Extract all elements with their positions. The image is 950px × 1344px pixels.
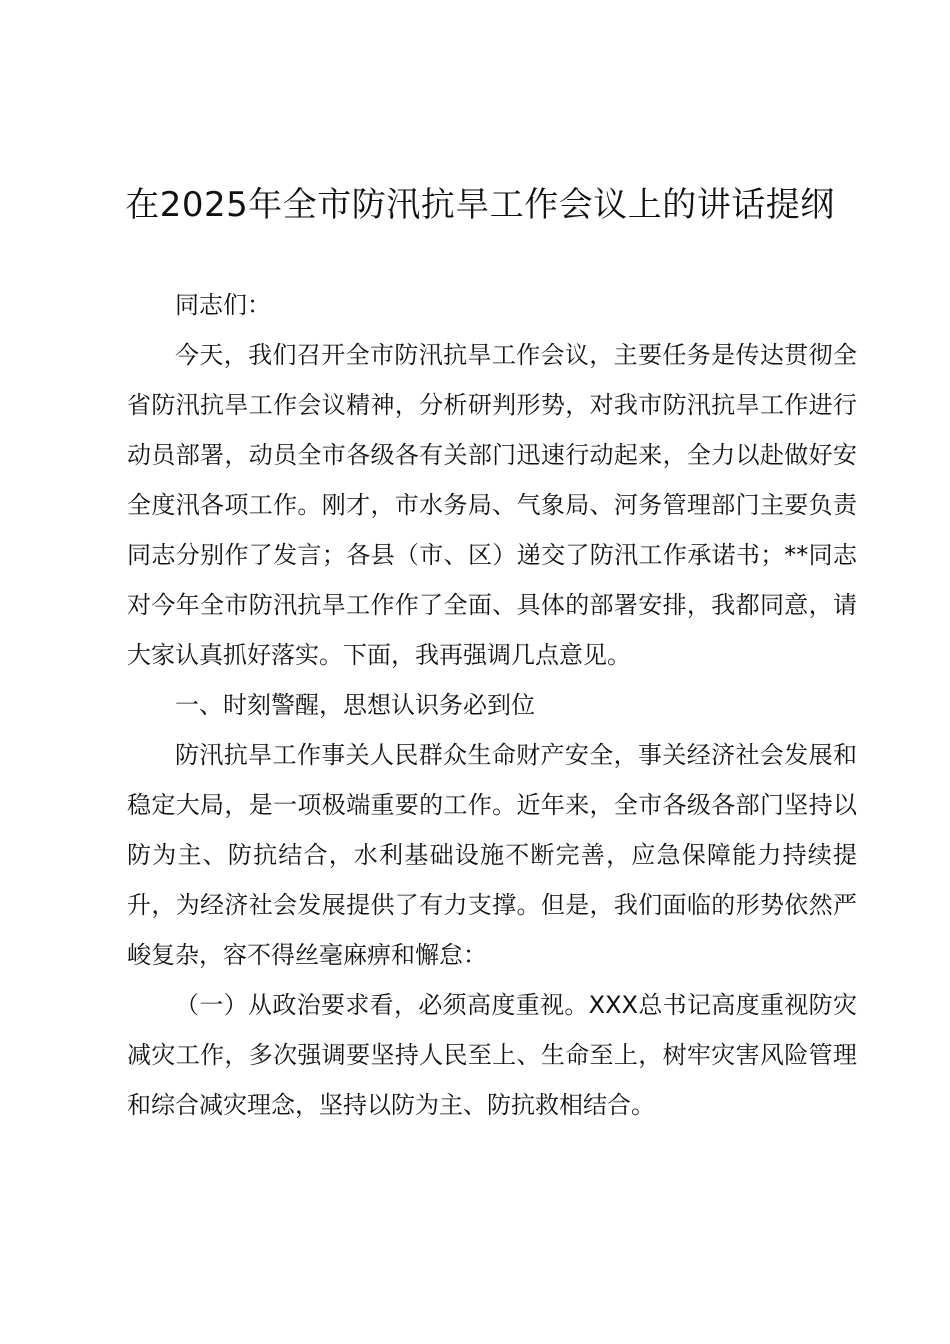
document-body	[127, 280, 857, 1130]
section-heading: 一、时刻警醒，思想认识务必到位	[175, 691, 535, 719]
intro-paragraph: 今天，我们召开全市防汛抗旱工作会议，主要任务是传达贯彻全省防汛抗旱工作会议精神，分析研判形势，对我市防汛抗旱工作进行动员部署，动员全市各级各有关部门迅速行动起来，全力以赴做好安全度汛各项工作。刚才，市水务局、气象局、河务管理部门主要负责同志分别作了发言；各县（市、区）递交了防汛工作承诺书；**同志对今年全市防汛抗旱工作作了全面、具体的部署安排，我都同意，请大家认真抓好落实。下面，我再强调几点意见。	[127, 341, 857, 669]
section-paragraph: 防汛抗旱工作事关人民群众生命财产安全，事关经济社会发展和稳定大局，是一项极端重要的工作。近年来，全市各级各部门坚持以防为主、防抗结合，水利基础设施不断完善，应急保障能力持续提升，为经济社会发展提供了有力支撑。但是，我们面临的形势依然严峻复杂，容不得丝毫麻痹和懈怠：	[127, 741, 857, 969]
salutation: 同志们：	[175, 291, 271, 319]
section-paragraph: （一）从政治要求看，必须高度重视。XXX总书记高度重视防灾减灾工作，多次强调要坚持人民至上、生命至上，树牢灾害风险管理和综合减灾理念，坚持以防为主、防抗救相结合。	[127, 991, 857, 1119]
document-title: 在2025年全市防汛抗旱工作会议上的讲话提纲	[125, 185, 835, 225]
